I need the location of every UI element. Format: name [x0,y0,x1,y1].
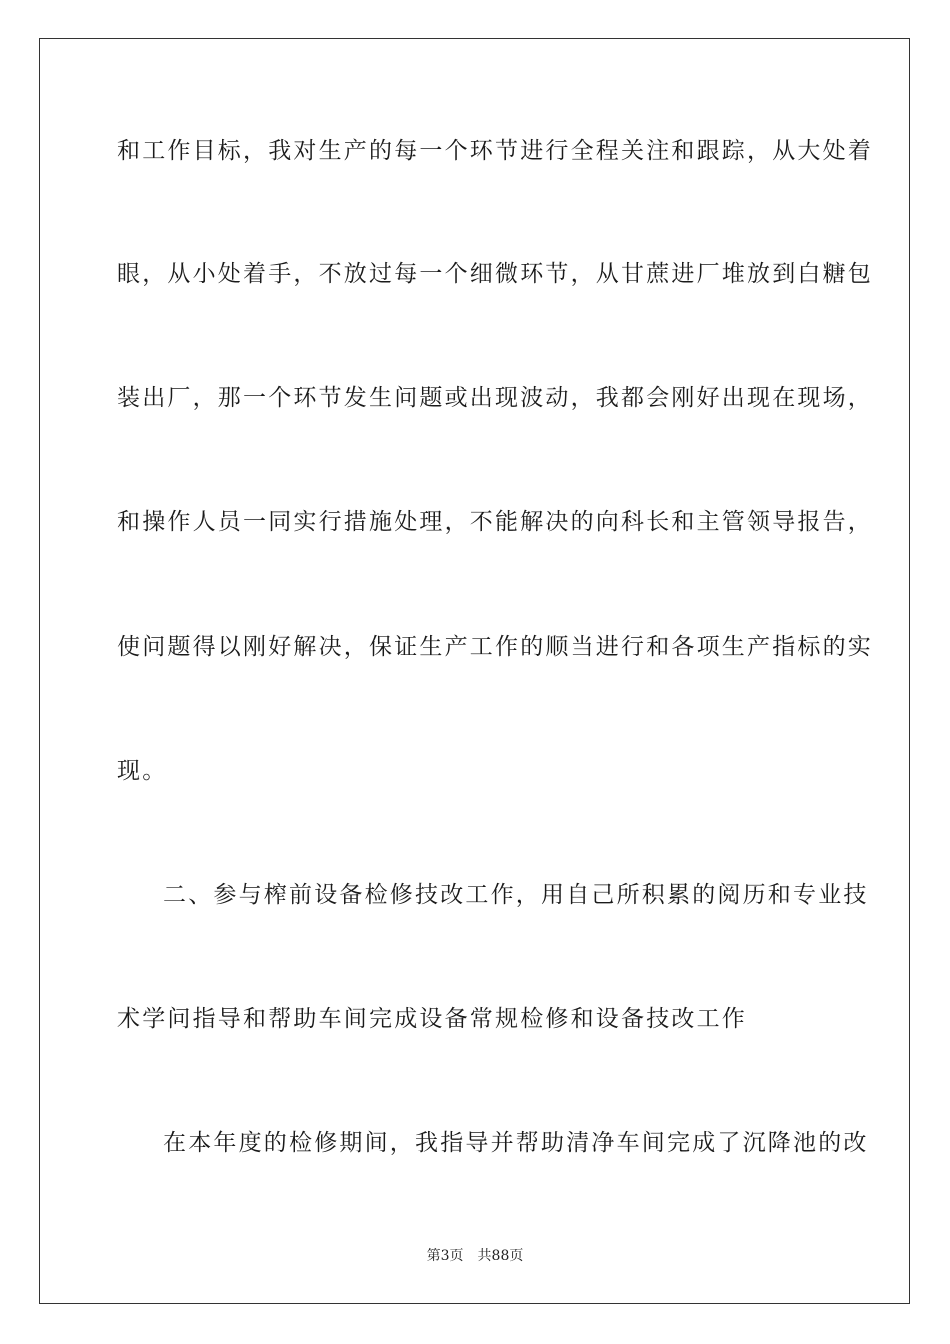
page-number: 第3页 [426,1248,464,1264]
body-text-line: 眼，从小处着手，不放过每一个细微环节，从甘蔗进厂堆放到白糖包 [117,261,873,287]
body-text-line: 现。 [117,758,168,784]
page-border [39,38,910,1304]
total-pages: 共88页 [477,1248,524,1264]
section-heading-line: 术学问指导和帮助车间完成设备常规检修和设备技改工作 [117,1006,747,1032]
section-heading-line: 二、参与榨前设备检修技改工作，用自己所积累的阅历和专业技 [163,882,869,908]
page-footer [0,1246,950,1266]
body-text-line: 装出厂，那一个环节发生问题或出现波动，我都会刚好出现在现场， [117,385,873,411]
body-text-line: 和操作人员一同实行措施处理，不能解决的向科长和主管领导报告， [117,509,873,535]
body-text-line: 在本年度的检修期间，我指导并帮助清净车间完成了沉降池的改 [163,1130,869,1156]
body-text-line: 使问题得以刚好解决，保证生产工作的顺当进行和各项生产指标的实 [117,634,873,660]
body-text-line: 和工作目标，我对生产的每一个环节进行全程关注和跟踪，从大处着 [117,138,873,164]
